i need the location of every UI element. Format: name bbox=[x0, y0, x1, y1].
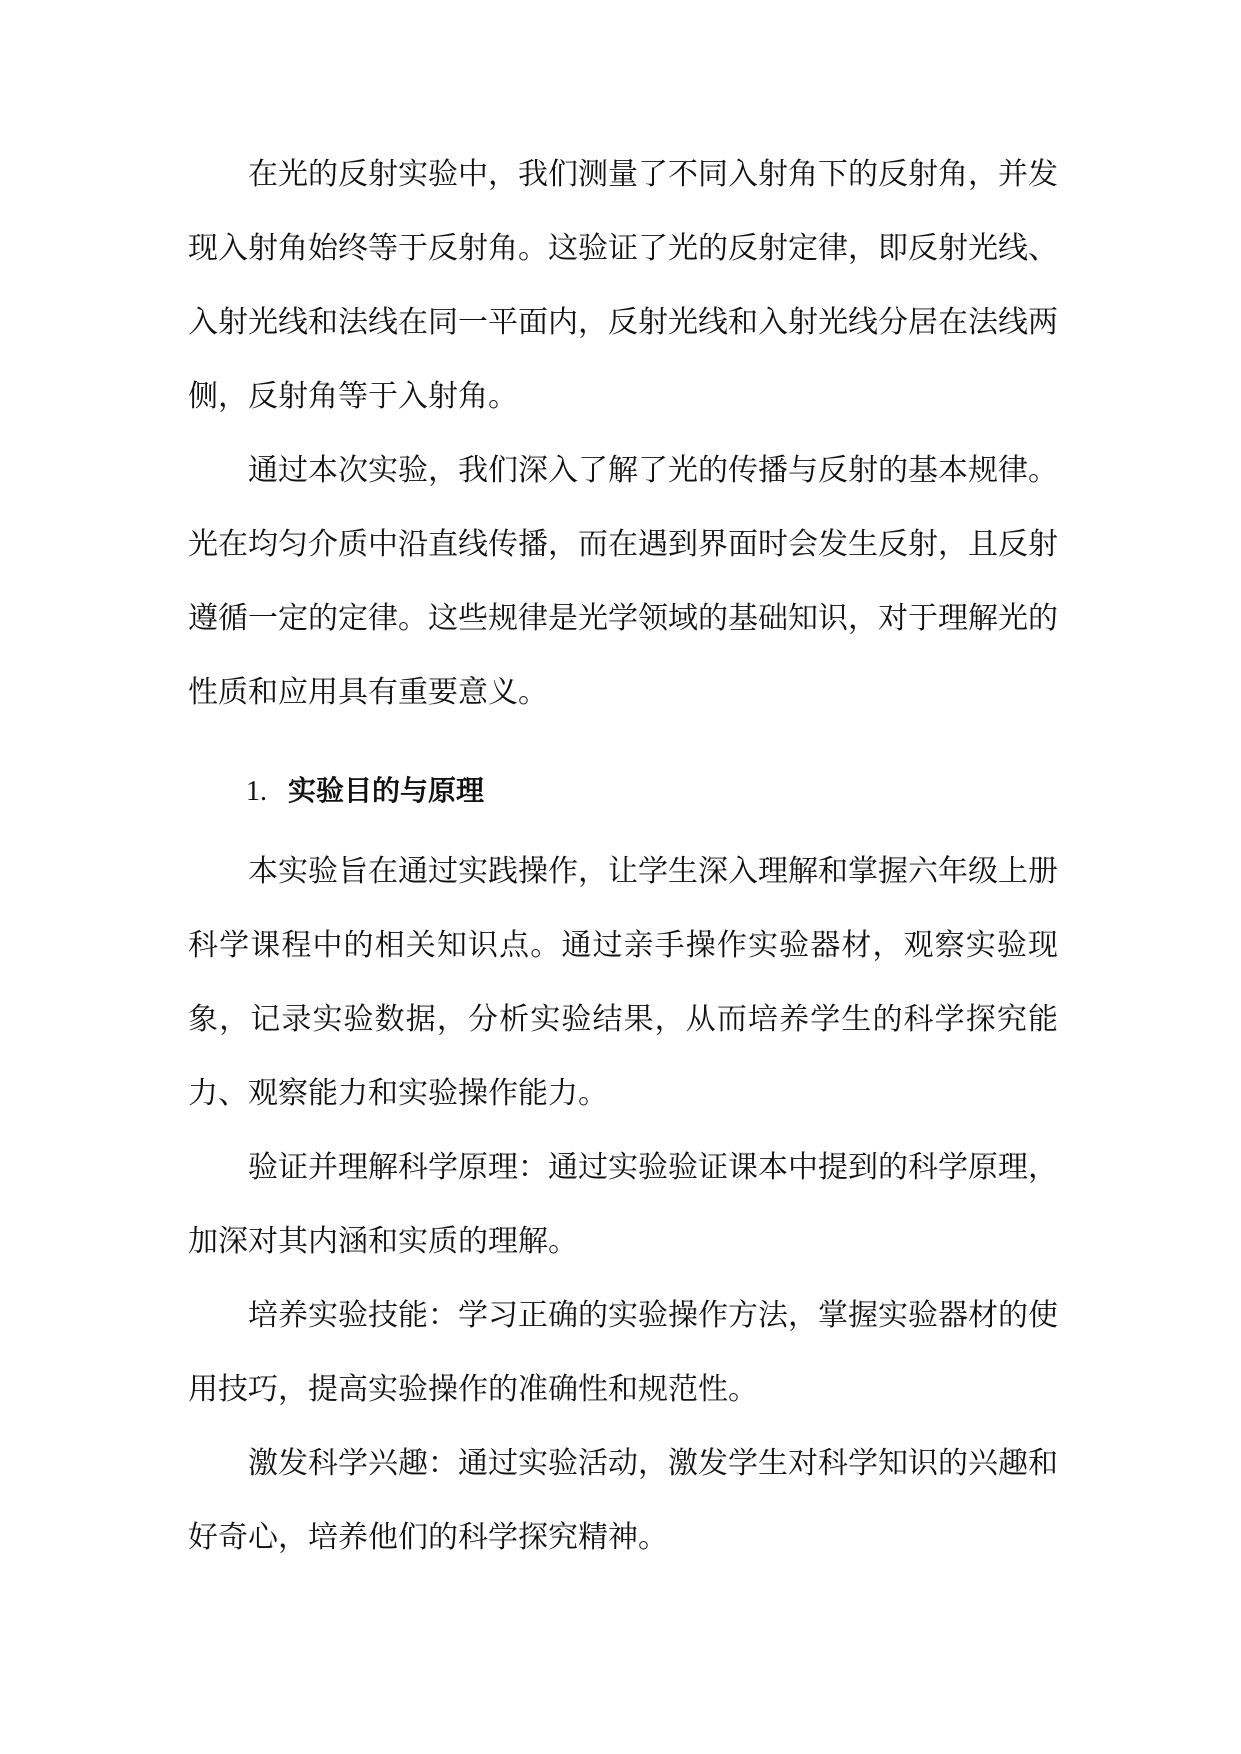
paragraph-light-summary: 通过本次实验，我们深入了解了光的传播与反射的基本规律。光在均匀介质中沿直线传播，而在遇到界面时会发生反射，且反射遵循一定的定律。这些规律是光学领域的基础知识，对于理解光的性质和应用具有重要意义。 bbox=[188, 453, 1058, 710]
paragraph-experiment-purpose: 本实验旨在通过实践操作，让学生深入理解和掌握六年级上册科学课程中的相关知识点。通过亲手操作实验器材，观察实验现象，记录实验数据，分析实验结果，从而培养学生的科学探究能力、观察能力和实验操作能力。 bbox=[188, 854, 1058, 1111]
section-number: 1. bbox=[246, 776, 267, 807]
section-title: 实验目的与原理 bbox=[288, 774, 485, 807]
paragraph-verify-principle: 验证并理解科学原理：通过实验验证课本中提到的科学原理，加深对其内涵和实质的理解。 bbox=[188, 1150, 1058, 1259]
section-heading bbox=[188, 754, 1058, 829]
paragraph-inspire-interest: 激发科学兴趣：通过实验活动，激发学生对科学知识的兴趣和好奇心，培养他们的科学探究精神。 bbox=[188, 1446, 1058, 1555]
paragraph-train-skills: 培养实验技能：学习正确的实验操作方法，掌握实验器材的使用技巧，提高实验操作的准确性和规范性。 bbox=[188, 1298, 1058, 1407]
document-body bbox=[188, 138, 1058, 1575]
paragraph-reflection-result: 在光的反射实验中，我们测量了不同入射角下的反射角，并发现入射角始终等于反射角。这验证了光的反射定律，即反射光线、入射光线和法线在同一平面内，反射光线和入射光线分居在法线两侧，反射角等于入射角。 bbox=[188, 157, 1058, 414]
